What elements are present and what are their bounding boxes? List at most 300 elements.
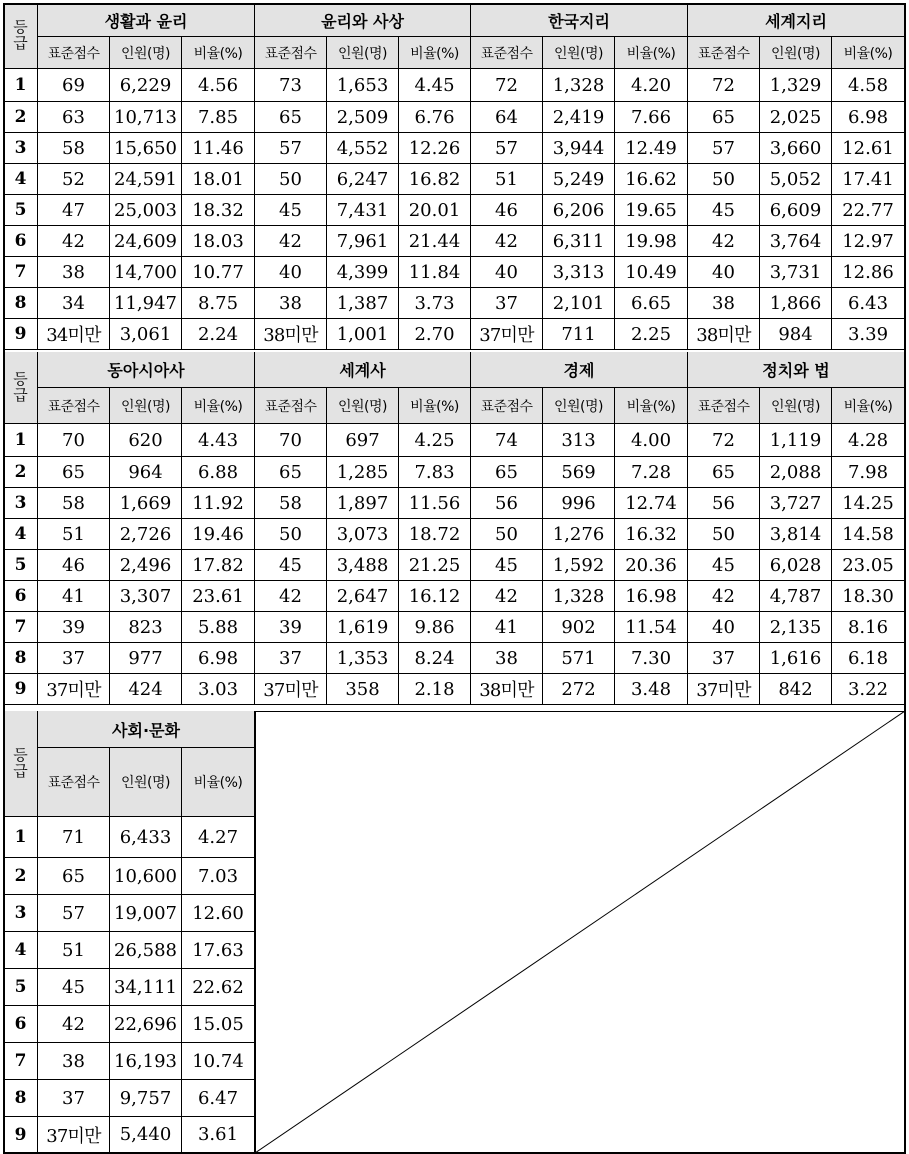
grade-number: 2 [4, 858, 38, 895]
cell-count: 3,488 [327, 550, 399, 581]
cell-score: 47 [38, 195, 110, 226]
cell-ratio: 5.88 [182, 612, 255, 643]
cell-ratio: 20.01 [399, 195, 471, 226]
cell-ratio: 2.18 [399, 674, 471, 705]
cell-count: 22,696 [110, 1006, 182, 1043]
cell-count: 6,311 [543, 226, 615, 257]
cell-count: 25,003 [110, 195, 182, 226]
cell-count: 2,101 [543, 288, 615, 319]
cell-count: 2,509 [327, 102, 399, 133]
grade-number: 3 [4, 488, 38, 519]
cell-count: 4,399 [327, 257, 399, 288]
cell-score: 41 [38, 581, 110, 612]
cell-ratio: 3.48 [615, 674, 688, 705]
cell-score: 50 [255, 519, 327, 550]
cell-ratio: 20.36 [615, 550, 688, 581]
cell-ratio: 17.82 [182, 550, 255, 581]
cell-ratio: 3.22 [832, 674, 905, 705]
cell-count: 2,088 [760, 457, 832, 488]
cell-ratio: 16.82 [399, 164, 471, 195]
cell-score: 57 [38, 895, 110, 932]
cell-ratio: 7.83 [399, 457, 471, 488]
grade-number: 2 [4, 457, 38, 488]
cell-ratio: 18.01 [182, 164, 255, 195]
cell-count: 1,328 [543, 581, 615, 612]
grade-header-char: 급 [13, 385, 28, 404]
cell-count: 14,700 [110, 257, 182, 288]
grade-number: 6 [4, 1006, 38, 1043]
cell-score: 37 [38, 1080, 110, 1117]
cell-ratio: 4.20 [615, 69, 688, 102]
cell-ratio: 18.32 [182, 195, 255, 226]
column-header-count: 인원(명) [543, 388, 615, 424]
cell-count: 620 [110, 424, 182, 457]
column-header-ratio: 비율(%) [182, 748, 255, 817]
cell-count: 3,660 [760, 133, 832, 164]
cell-score: 56 [688, 488, 760, 519]
cell-score: 72 [688, 424, 760, 457]
cell-count: 424 [110, 674, 182, 705]
cell-score: 64 [471, 102, 543, 133]
cell-score: 37 [38, 643, 110, 674]
cell-ratio: 23.61 [182, 581, 255, 612]
cell-score: 50 [255, 164, 327, 195]
cell-count: 1,353 [327, 643, 399, 674]
cell-score: 42 [38, 226, 110, 257]
cell-ratio: 10.49 [615, 257, 688, 288]
cell-ratio: 7.98 [832, 457, 905, 488]
grade-number: 1 [4, 69, 38, 102]
cell-score: 50 [688, 164, 760, 195]
cell-ratio: 3.39 [832, 319, 905, 350]
cell-score: 58 [38, 488, 110, 519]
subject-title: 세계사 [255, 352, 471, 388]
subject-title: 생활과 윤리 [38, 4, 255, 37]
cell-ratio: 7.66 [615, 102, 688, 133]
cell-score: 65 [38, 457, 110, 488]
cell-count: 15,650 [110, 133, 182, 164]
grade-header-char: 등 [13, 369, 28, 388]
column-header-count: 인원(명) [760, 37, 832, 69]
cell-ratio: 6.76 [399, 102, 471, 133]
cell-count: 1,001 [327, 319, 399, 350]
cell-score: 72 [688, 69, 760, 102]
column-header-ratio: 비율(%) [832, 37, 905, 69]
grade-header [4, 711, 38, 817]
cell-count: 977 [110, 643, 182, 674]
cell-ratio: 17.63 [182, 932, 255, 969]
cell-count: 5,052 [760, 164, 832, 195]
cell-ratio: 6.98 [832, 102, 905, 133]
cell-ratio: 6.65 [615, 288, 688, 319]
cell-ratio: 8.24 [399, 643, 471, 674]
cell-ratio: 10.74 [182, 1043, 255, 1080]
cell-count: 3,727 [760, 488, 832, 519]
cell-count: 6,028 [760, 550, 832, 581]
cell-ratio: 8.16 [832, 612, 905, 643]
cell-score: 37미만 [255, 674, 327, 705]
subject-title: 사회·문화 [38, 711, 255, 748]
cell-ratio: 4.45 [399, 69, 471, 102]
cell-count: 6,433 [110, 817, 182, 858]
cell-ratio: 15.05 [182, 1006, 255, 1043]
cell-score: 51 [38, 932, 110, 969]
column-header-count: 인원(명) [327, 37, 399, 69]
cell-ratio: 19.46 [182, 519, 255, 550]
cell-count: 5,440 [110, 1117, 182, 1153]
cell-ratio: 11.56 [399, 488, 471, 519]
column-header-score: 표준점수 [38, 748, 110, 817]
grade-header [4, 352, 38, 424]
cell-count: 7,431 [327, 195, 399, 226]
cell-count: 5,249 [543, 164, 615, 195]
cell-ratio: 2.25 [615, 319, 688, 350]
grade-number: 7 [4, 257, 38, 288]
cell-count: 842 [760, 674, 832, 705]
cell-count: 3,944 [543, 133, 615, 164]
cell-count: 1,328 [543, 69, 615, 102]
grade-number: 9 [4, 319, 38, 350]
cell-count: 16,193 [110, 1043, 182, 1080]
grade-number: 4 [4, 164, 38, 195]
cell-score: 37미만 [688, 674, 760, 705]
grade-number: 3 [4, 895, 38, 932]
cell-ratio: 2.70 [399, 319, 471, 350]
cell-score: 56 [471, 488, 543, 519]
cell-ratio: 6.18 [832, 643, 905, 674]
cell-score: 42 [255, 226, 327, 257]
cell-count: 697 [327, 424, 399, 457]
subject-title: 정치와 법 [688, 352, 905, 388]
cell-score: 37 [688, 643, 760, 674]
column-header-count: 인원(명) [110, 37, 182, 69]
cell-count: 823 [110, 612, 182, 643]
cell-count: 984 [760, 319, 832, 350]
cell-ratio: 22.77 [832, 195, 905, 226]
cell-score: 51 [471, 164, 543, 195]
cell-score: 57 [255, 133, 327, 164]
column-header-score: 표준점수 [255, 37, 327, 69]
cell-ratio: 11.84 [399, 257, 471, 288]
cell-score: 65 [255, 102, 327, 133]
cell-score: 42 [688, 581, 760, 612]
cell-ratio: 16.12 [399, 581, 471, 612]
cell-ratio: 16.98 [615, 581, 688, 612]
cell-score: 45 [471, 550, 543, 581]
column-header-count: 인원(명) [543, 37, 615, 69]
cell-score: 58 [38, 133, 110, 164]
cell-count: 3,073 [327, 519, 399, 550]
cell-score: 40 [688, 257, 760, 288]
cell-count: 10,600 [110, 858, 182, 895]
cell-count: 313 [543, 424, 615, 457]
cell-count: 24,609 [110, 226, 182, 257]
cell-score: 74 [471, 424, 543, 457]
cell-ratio: 4.58 [832, 69, 905, 102]
cell-ratio: 21.25 [399, 550, 471, 581]
column-header-score: 표준점수 [255, 388, 327, 424]
cell-count: 11,947 [110, 288, 182, 319]
cell-ratio: 12.49 [615, 133, 688, 164]
cell-score: 39 [255, 612, 327, 643]
cell-score: 46 [38, 550, 110, 581]
cell-ratio: 4.56 [182, 69, 255, 102]
cell-ratio: 14.25 [832, 488, 905, 519]
cell-score: 50 [471, 519, 543, 550]
cell-count: 1,276 [543, 519, 615, 550]
cell-ratio: 4.25 [399, 424, 471, 457]
cell-count: 24,591 [110, 164, 182, 195]
cell-score: 50 [688, 519, 760, 550]
column-header-count: 인원(명) [110, 748, 182, 817]
cell-count: 1,616 [760, 643, 832, 674]
cell-ratio: 14.58 [832, 519, 905, 550]
grade-number: 8 [4, 288, 38, 319]
cell-count: 7,961 [327, 226, 399, 257]
cell-count: 1,653 [327, 69, 399, 102]
grade-number: 5 [4, 969, 38, 1006]
column-header-score: 표준점수 [38, 388, 110, 424]
cell-score: 42 [255, 581, 327, 612]
cell-ratio: 12.61 [832, 133, 905, 164]
cell-ratio: 4.28 [832, 424, 905, 457]
cell-ratio: 6.98 [182, 643, 255, 674]
cell-ratio: 4.00 [615, 424, 688, 457]
subject-title: 윤리와 사상 [255, 4, 471, 37]
grade-number: 5 [4, 195, 38, 226]
column-header-count: 인원(명) [760, 388, 832, 424]
cell-count: 3,764 [760, 226, 832, 257]
cell-ratio: 3.61 [182, 1117, 255, 1153]
cell-count: 964 [110, 457, 182, 488]
cell-score: 38 [255, 288, 327, 319]
grade-header [4, 4, 38, 69]
cell-score: 40 [688, 612, 760, 643]
cell-ratio: 11.54 [615, 612, 688, 643]
cell-ratio: 16.62 [615, 164, 688, 195]
cell-score: 40 [471, 257, 543, 288]
cell-ratio: 18.03 [182, 226, 255, 257]
cell-score: 70 [255, 424, 327, 457]
cell-score: 38 [38, 257, 110, 288]
cell-score: 57 [471, 133, 543, 164]
cell-ratio: 11.92 [182, 488, 255, 519]
cell-score: 45 [688, 195, 760, 226]
column-header-count: 인원(명) [110, 388, 182, 424]
grade-number: 9 [4, 1117, 38, 1153]
cell-ratio: 4.43 [182, 424, 255, 457]
cell-ratio: 12.74 [615, 488, 688, 519]
cell-score: 38미만 [471, 674, 543, 705]
cell-ratio: 17.41 [832, 164, 905, 195]
cell-ratio: 7.85 [182, 102, 255, 133]
column-header-score: 표준점수 [471, 388, 543, 424]
cell-score: 42 [471, 581, 543, 612]
cell-count: 1,387 [327, 288, 399, 319]
cell-ratio: 11.46 [182, 133, 255, 164]
column-header-score: 표준점수 [471, 37, 543, 69]
cell-ratio: 12.97 [832, 226, 905, 257]
grade-number: 2 [4, 102, 38, 133]
column-header-ratio: 비율(%) [615, 388, 688, 424]
cell-ratio: 3.73 [399, 288, 471, 319]
column-header-ratio: 비율(%) [399, 388, 471, 424]
cell-count: 3,731 [760, 257, 832, 288]
cell-score: 51 [38, 519, 110, 550]
cell-score: 42 [38, 1006, 110, 1043]
grade-number: 7 [4, 1043, 38, 1080]
cell-score: 65 [471, 457, 543, 488]
cell-count: 358 [327, 674, 399, 705]
cell-count: 6,247 [327, 164, 399, 195]
cell-count: 2,135 [760, 612, 832, 643]
cell-count: 1,285 [327, 457, 399, 488]
cell-count: 571 [543, 643, 615, 674]
grade-number: 1 [4, 424, 38, 457]
column-header-ratio: 비율(%) [182, 37, 255, 69]
cell-ratio: 21.44 [399, 226, 471, 257]
cell-count: 9,757 [110, 1080, 182, 1117]
cell-count: 1,866 [760, 288, 832, 319]
grade-number: 1 [4, 817, 38, 858]
cell-count: 3,313 [543, 257, 615, 288]
cell-count: 1,619 [327, 612, 399, 643]
cell-count: 996 [543, 488, 615, 519]
cell-score: 37미만 [471, 319, 543, 350]
cell-ratio: 16.32 [615, 519, 688, 550]
column-header-score: 표준점수 [38, 37, 110, 69]
cell-count: 26,588 [110, 932, 182, 969]
cell-score: 45 [38, 969, 110, 1006]
cell-score: 65 [688, 102, 760, 133]
cell-count: 1,897 [327, 488, 399, 519]
column-header-count: 인원(명) [327, 388, 399, 424]
cell-score: 45 [688, 550, 760, 581]
cell-score: 46 [471, 195, 543, 226]
grade-number: 8 [4, 1080, 38, 1117]
cell-count: 4,552 [327, 133, 399, 164]
cell-score: 69 [38, 69, 110, 102]
cell-count: 1,119 [760, 424, 832, 457]
cell-ratio: 2.24 [182, 319, 255, 350]
cell-ratio: 10.77 [182, 257, 255, 288]
cell-score: 42 [471, 226, 543, 257]
cell-count: 19,007 [110, 895, 182, 932]
cell-score: 34미만 [38, 319, 110, 350]
cell-count: 6,206 [543, 195, 615, 226]
cell-ratio: 18.72 [399, 519, 471, 550]
cell-count: 2,419 [543, 102, 615, 133]
cell-ratio: 7.28 [615, 457, 688, 488]
cell-count: 1,329 [760, 69, 832, 102]
cell-score: 38 [471, 643, 543, 674]
grade-number: 6 [4, 581, 38, 612]
grade-number: 9 [4, 674, 38, 705]
cell-score: 73 [255, 69, 327, 102]
cell-count: 2,647 [327, 581, 399, 612]
grade-number: 5 [4, 550, 38, 581]
subject-title: 동아시아사 [38, 352, 255, 388]
cell-ratio: 4.27 [182, 817, 255, 858]
subject-title: 한국지리 [471, 4, 688, 37]
column-header-ratio: 비율(%) [399, 37, 471, 69]
cell-ratio: 7.30 [615, 643, 688, 674]
cell-count: 1,669 [110, 488, 182, 519]
grade-header-char: 등 [13, 18, 28, 37]
grade-number: 7 [4, 612, 38, 643]
cell-score: 42 [688, 226, 760, 257]
cell-score: 63 [38, 102, 110, 133]
column-header-ratio: 비율(%) [182, 388, 255, 424]
column-header-score: 표준점수 [688, 388, 760, 424]
cell-count: 6,609 [760, 195, 832, 226]
score-distribution-table [4, 4, 905, 1147]
cell-score: 41 [471, 612, 543, 643]
cell-ratio: 22.62 [182, 969, 255, 1006]
cell-count: 3,061 [110, 319, 182, 350]
subject-title: 세계지리 [688, 4, 905, 37]
cell-score: 39 [38, 612, 110, 643]
cell-count: 569 [543, 457, 615, 488]
cell-count: 1,592 [543, 550, 615, 581]
cell-ratio: 6.43 [832, 288, 905, 319]
cell-count: 272 [543, 674, 615, 705]
grade-header-char: 급 [13, 761, 28, 780]
cell-ratio: 12.60 [182, 895, 255, 932]
grade-number: 3 [4, 133, 38, 164]
cell-count: 6,229 [110, 69, 182, 102]
cell-count: 4,787 [760, 581, 832, 612]
cell-ratio: 9.86 [399, 612, 471, 643]
cell-score: 65 [688, 457, 760, 488]
cell-score: 65 [38, 858, 110, 895]
cell-ratio: 6.47 [182, 1080, 255, 1117]
cell-score: 65 [255, 457, 327, 488]
cell-score: 37 [471, 288, 543, 319]
cell-score: 37미만 [38, 1117, 110, 1153]
cell-score: 38 [688, 288, 760, 319]
cell-score: 38 [38, 1043, 110, 1080]
subject-title: 경제 [471, 352, 688, 388]
cell-score: 71 [38, 817, 110, 858]
column-header-ratio: 비율(%) [832, 388, 905, 424]
grade-number: 4 [4, 519, 38, 550]
cell-count: 2,726 [110, 519, 182, 550]
cell-ratio: 12.26 [399, 133, 471, 164]
cell-score: 45 [255, 195, 327, 226]
cell-ratio: 8.75 [182, 288, 255, 319]
cell-score: 72 [471, 69, 543, 102]
cell-ratio: 6.88 [182, 457, 255, 488]
cell-score: 58 [255, 488, 327, 519]
cell-count: 34,111 [110, 969, 182, 1006]
grade-header-char: 등 [13, 745, 28, 764]
grade-number: 6 [4, 226, 38, 257]
cell-ratio: 18.30 [832, 581, 905, 612]
cell-count: 10,713 [110, 102, 182, 133]
cell-count: 3,814 [760, 519, 832, 550]
cell-count: 902 [543, 612, 615, 643]
grade-header-char: 급 [13, 34, 28, 52]
cell-score: 34 [38, 288, 110, 319]
cell-ratio: 19.65 [615, 195, 688, 226]
empty-area-diagonal [255, 711, 905, 1153]
grade-number: 4 [4, 932, 38, 969]
cell-ratio: 12.86 [832, 257, 905, 288]
cell-score: 52 [38, 164, 110, 195]
cell-score: 70 [38, 424, 110, 457]
cell-count: 2,496 [110, 550, 182, 581]
